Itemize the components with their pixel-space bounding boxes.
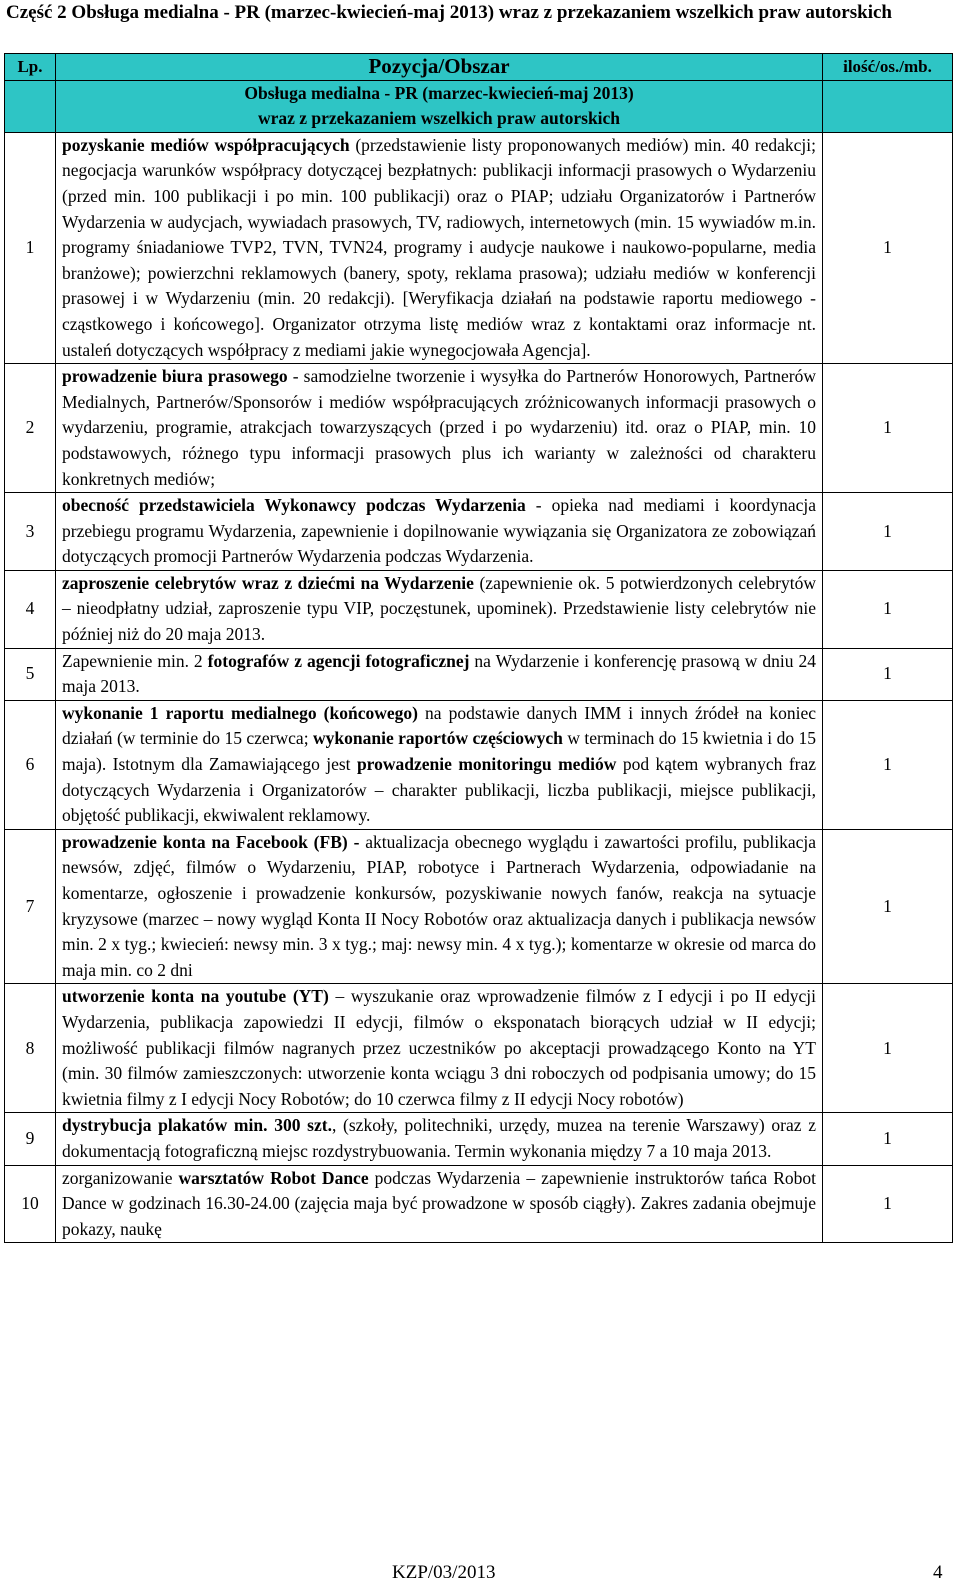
section-title <box>56 80 823 132</box>
row-number: 6 <box>5 700 56 829</box>
row-description-text: podczas Wydarzenia – zapewnienie instruktorów tańca Robot Dance w godzinach 16.30-24.00 (zajęcia maja być prowadzone w sposób ciągły). Zakres zadania obejmuje pokazy, naukę <box>62 1167 816 1239</box>
row-number: 10 <box>5 1165 56 1243</box>
table-row <box>5 1113 953 1165</box>
table-row <box>5 1165 953 1243</box>
row-qty: 1 <box>823 829 953 984</box>
section-lp-cell <box>5 80 56 132</box>
row-description-text: pod kątem wybranych fraz dotyczących Wydarzenia i Organizatorów – charakter publikacji, liczba publikacji, miejsce publikacji, objętość publikacji, ekwiwalent reklamowy. <box>62 754 817 826</box>
row-description <box>56 364 823 493</box>
row-qty: 1 <box>823 493 953 571</box>
scope-table <box>4 53 953 1243</box>
table-row <box>5 364 953 493</box>
table-row <box>5 829 953 984</box>
row-description-text: , (szkoły, politechniki, urzędy, muzea na terenie Warszawy) oraz z dokumentacją fotograficzną miejsc rozdystrybuowania. Termin wykonania między 7 a 10 maja 2013. <box>62 1115 816 1161</box>
header-position: Pozycja/Obszar <box>56 54 823 81</box>
row-number: 1 <box>5 132 56 363</box>
table-header-row <box>5 54 953 81</box>
document-code: KZP/03/2013 <box>392 1562 496 1583</box>
row-description <box>56 493 823 571</box>
table-row <box>5 984 953 1113</box>
row-number: 2 <box>5 364 56 493</box>
row-description-text: (przedstawienie listy proponowanych mediów) min. 40 redakcji; negocjacja warunków współpracy dotyczącej bezpłatnych: publikacji informacji prasowych o Wydarzeniu (przed min. 100 publikacji i po min. 100 publikacji) oraz o PIAP; udziału Organizatorów i Partnerów Wydarzenia w audycjach, wywiadach prasowych, TV, radiowych, internetowych (min. 15 wywiadów m.in. programy śniadaniowe TVP2, TVN, TVN24, programy i audycje naukowe i naukowo-popularne, media branżowe); powierzchni reklamowych (banery, spoty, reklama prasowa); udziału mediów w konferencji prasowej i w Wydarzeniu (min. 20 redakcji). [Weryfikacja działań na podstawie raportu mediowego - cząstkowego i końcowego]. Organizator otrzyma listę mediów wraz z kontaktami oraz informacje nt. ustaleń dotyczących współpracy z mediami jakie wynegocjowała Agencja]. <box>62 134 816 360</box>
row-description <box>56 829 823 984</box>
row-number: 3 <box>5 493 56 571</box>
table-row <box>5 132 953 363</box>
row-number: 9 <box>5 1113 56 1165</box>
row-description <box>56 570 823 648</box>
row-qty: 1 <box>823 132 953 363</box>
table-row <box>5 648 953 700</box>
row-description <box>56 700 823 829</box>
header-qty: ilość/os./mb. <box>823 54 953 81</box>
table-body <box>5 132 953 1243</box>
row-description-bold: warsztatów Robot Dance <box>178 1167 369 1188</box>
row-description-bold: prowadzenie biura prasowego <box>62 366 288 387</box>
row-description-bold: zaproszenie celebrytów wraz z dziećmi na Wydarzenie <box>62 572 474 593</box>
row-number: 5 <box>5 648 56 700</box>
row-qty: 1 <box>823 984 953 1113</box>
row-description <box>56 1165 823 1243</box>
row-description-text: na Wydarzenie i konferencję prasową w dniu 24 maja 2013. <box>62 650 816 697</box>
row-description-text: Zapewnienie min. 2 <box>62 650 208 671</box>
row-description-bold: fotografów z agencji fotograficznej <box>207 650 470 671</box>
row-description-text: - samodzielne tworzenie i wysyłka do Partnerów Honorowych, Partnerów Medialnych, Partnerów/Sponsorów i mediów współpracujących zróżnicowanych informacji prasowych o wydarzeniu, programie, atrakcjach towarzyszących (przed i po wydarzeniu) itd. oraz o PIAP, min. 10 podstawowych, różnego typu informacji prasowych plus ich warianty w zależności od charakteru konkretnych mediów; <box>62 366 816 489</box>
row-qty: 1 <box>823 1165 953 1243</box>
row-qty: 1 <box>823 648 953 700</box>
row-description-text: (zapewnienie ok. 5 potwierdzonych celebrytów – nieodpłatny udział, zaproszenie typu VIP, poczęstunek, upominek). Przedstawienie listy celebrytów nie później niż do 20 maja 2013. <box>62 572 816 645</box>
row-qty: 1 <box>823 570 953 648</box>
document-title: Część 2 Obsługa medialna - PR (marzec-kwiecień-maj 2013) wraz z przekazaniem wszelkich praw autorskich <box>6 2 892 23</box>
row-description-bold: obecność przedstawiciela Wykonawcy podczas Wydarzenia <box>62 495 526 516</box>
row-description-bold: wykonanie 1 raportu medialnego (końcowego) <box>62 702 418 723</box>
section-title-line1: Obsługa medialna - PR (marzec-kwiecień-maj 2013) <box>244 82 634 103</box>
row-description-text: zorganizowanie <box>62 1167 179 1188</box>
row-description <box>56 648 823 700</box>
row-description-bold: prowadzenie monitoringu mediów <box>356 754 617 775</box>
row-description-text: aktualizacja obecnego wyglądu i zawartości profilu, publikacja newsów, zdjęć, filmów o Wydarzeniu, PIAP, robotyce i Partnerach Wydarzenia, odpowiadanie na komentarze, ogłoszenie i prowadzenie konkursów, pozyskiwanie nowych fanów, reakcja na sytuacje kryzysowe (marzec – nowy wygląd Konta II Nocy Robotów oraz aktualizacja danych i publikacja newsów min. 2 x tyg.; kwiecień: newsy min. 3 x tyg.; maj: newsy min. 4 x tyg.); komentarze w okresie od marca do maja min. co 2 dni <box>62 831 816 980</box>
row-description-text: – wyszukanie oraz wprowadzenie filmów z I edycji i po II edycji Wydarzenia, publikacja zapowiedzi II edycji, filmów o eksponatach biorących udział w II edycji; możliwość publikacji filmów nagranych przez uczestników po akceptacji prowadzącego Konto na YT (min. 30 filmów zamieszczonych: utworzenie konta wciągu 3 dni roboczych od podpisania umowy; do 15 kwietnia filmy z I edycji Nocy Robotów; do 10 czerwca filmy z II edycji Nocy robotów) <box>62 986 816 1109</box>
row-number: 4 <box>5 570 56 648</box>
row-description-text: w terminach do 15 kwietnia i do 15 maja). Istotnym dla Zamawiającego jest <box>62 728 817 775</box>
row-qty: 1 <box>823 1113 953 1165</box>
row-description-bold: dystrybucja plakatów min. 300 szt. <box>62 1115 332 1136</box>
section-title-line2: wraz z przekazaniem wszelkich praw autorskich <box>257 108 621 129</box>
row-description <box>56 132 823 363</box>
row-qty: 1 <box>823 364 953 493</box>
section-qty-cell <box>823 80 953 132</box>
row-qty: 1 <box>823 700 953 829</box>
row-description-bold: wykonanie raportów częściowych <box>313 728 563 749</box>
table-row <box>5 493 953 571</box>
row-number: 7 <box>5 829 56 984</box>
section-header-row <box>5 80 953 132</box>
row-description <box>56 1113 823 1165</box>
row-description-text: na podstawie danych IMM i innych źródeł na koniec działań (w terminie do 15 czerwca; <box>62 702 816 749</box>
table-row <box>5 700 953 829</box>
page-number: 4 <box>933 1562 943 1583</box>
row-description-bold: utworzenie konta na youtube (YT) <box>62 986 329 1007</box>
row-description-text: - opieka nad mediami i koordynacja przebiegu programu Wydarzenia, zapewnienie i dopilnowanie wywiązania się Organizatora ze zobowiązań dotyczących promocji Partnerów Wydarzenia podczas Wydarzenia. <box>62 495 816 567</box>
row-number: 8 <box>5 984 56 1113</box>
header-lp: Lp. <box>5 54 56 81</box>
row-description-bold: prowadzenie konta na Facebook (FB) - <box>62 831 360 852</box>
table-row <box>5 570 953 648</box>
row-description <box>56 984 823 1113</box>
row-description-bold: pozyskanie mediów współpracujących <box>62 134 350 155</box>
